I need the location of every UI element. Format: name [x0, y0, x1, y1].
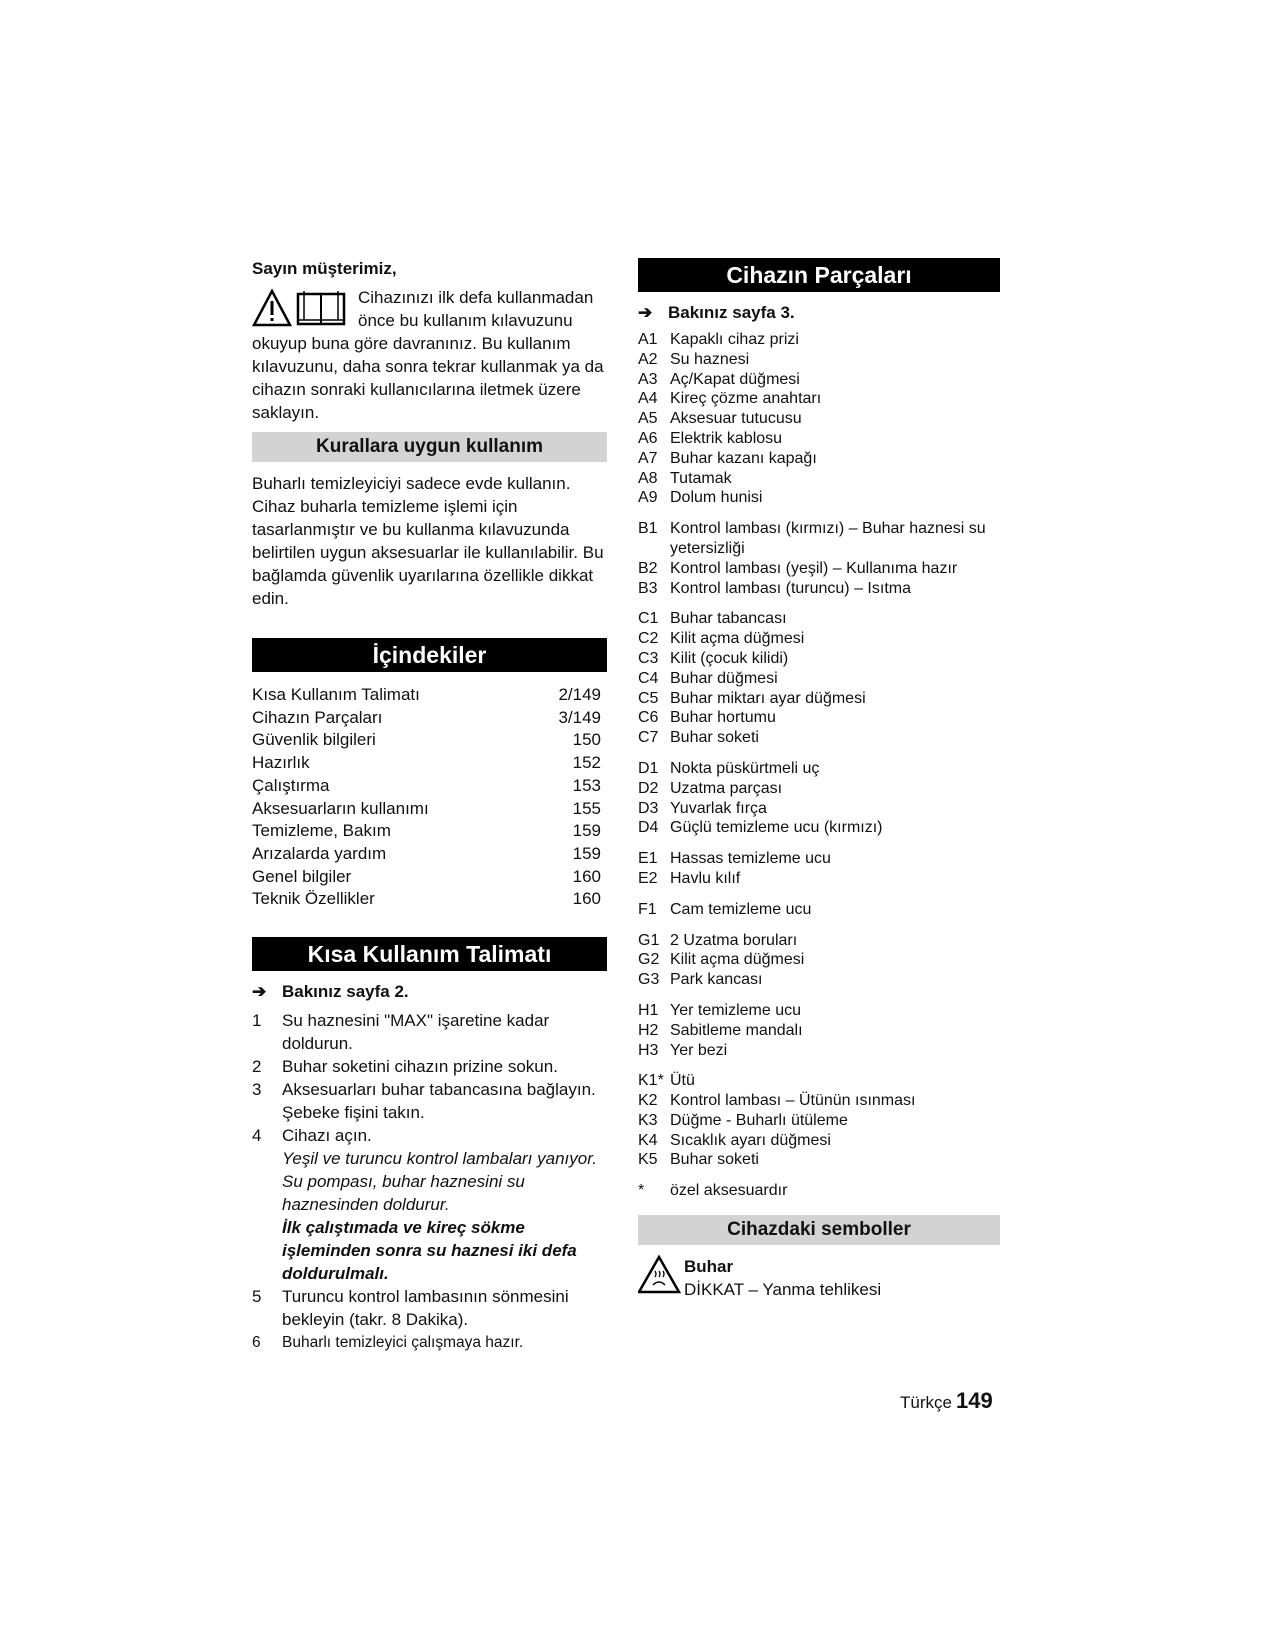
left-column — [252, 258, 607, 1354]
part-item — [638, 649, 1000, 669]
part-code: C4 — [638, 669, 659, 687]
contents-heading: İçindekiler — [252, 638, 607, 672]
step-item — [252, 1078, 607, 1124]
part-code: H2 — [638, 1021, 659, 1039]
intro-paragraph — [252, 286, 607, 424]
step-4-main: Cihazı açın. — [282, 1126, 372, 1146]
toc-page: 160 — [572, 889, 601, 909]
part-text: Kontrol lambası (turuncu) – Isıtma — [670, 579, 911, 597]
part-text: Kapaklı cihaz prizi — [670, 331, 799, 348]
symbol-description: DİKKAT – Yanma tehlikesi — [684, 1280, 882, 1300]
part-code: A1 — [638, 331, 658, 348]
part-code: A4 — [638, 390, 658, 408]
part-text: Kilit açma düğmesi — [670, 951, 805, 969]
part-code: G2 — [638, 951, 660, 969]
part-text: Hassas temizleme ucu — [670, 850, 831, 868]
step-text — [282, 1124, 607, 1285]
part-text: Buhar kazanı kapağı — [670, 449, 817, 467]
part-text: Tutamak — [670, 469, 732, 487]
toc-row[interactable] — [252, 866, 607, 889]
intro-line-1: Cihazınızı ilk defa kullanmadan — [358, 288, 594, 307]
part-text: Güçlü temizleme ucu (kırmızı) — [670, 819, 883, 837]
toc-page: 155 — [572, 798, 601, 818]
part-text: Buhar miktarı ayar düğmesi — [670, 689, 866, 707]
right-column — [638, 258, 1000, 1301]
step-number: 3 — [252, 1080, 262, 1100]
page-number: 149 — [955, 1388, 993, 1413]
parts-group — [638, 900, 1000, 920]
toc-label: Çalıştırma — [252, 775, 330, 795]
part-code: K4 — [638, 1131, 658, 1149]
parts-group — [638, 759, 1000, 838]
parts-ref — [638, 302, 1000, 324]
parts-heading: Cihazın Parçaları — [638, 258, 1000, 292]
proper-use-text: Buharlı temizleyiciyi sadece evde kullanın. Cihaz buharla temizleme işlemi için tasarlanmıştır ve bu kullanma kılavuzunda belirtilen uygun aksesuarlar ile kullanılabilir. Bu bağlamda güvenlik uyarılarına özellikle dikkat edin. — [252, 474, 604, 608]
step-text: Aksesuarları buhar tabancasına bağlayın. Şebeke fişini takın. — [282, 1080, 596, 1123]
toc-label: Güvenlik bilgileri — [252, 730, 376, 750]
symbols-heading: Cihazdaki semboller — [638, 1215, 1000, 1245]
part-item — [638, 579, 1000, 599]
part-item — [638, 559, 1000, 579]
step-item — [252, 1331, 607, 1354]
part-item — [638, 1001, 1000, 1021]
step-text: Buhar soketini cihazın prizine sokun. — [282, 1057, 558, 1077]
parts-group — [638, 609, 1000, 748]
toc-row[interactable] — [252, 729, 607, 752]
part-item — [638, 609, 1000, 629]
parts-group — [638, 931, 1000, 990]
part-text: özel aksesuardır — [670, 1182, 788, 1200]
part-item — [638, 869, 1000, 889]
part-item — [638, 970, 1000, 990]
toc-page: 152 — [572, 753, 601, 773]
parts-group — [638, 330, 1000, 508]
symbol-name: Buhar — [684, 1257, 734, 1277]
part-text: Yer bezi — [670, 1041, 728, 1059]
part-text: Düğme - Buharlı ütüleme — [670, 1111, 848, 1129]
part-text: Yer temizleme ucu — [670, 1001, 802, 1019]
hot-steam-warning-icon — [638, 1255, 682, 1295]
quick-guide-ref-text: Bakınız sayfa 2. — [282, 982, 409, 1002]
part-item — [638, 429, 1000, 449]
step-number: 1 — [252, 1011, 262, 1031]
step-4-note: Yeşil ve turuncu kontrol lambaları yanıyor. Su pompası, buhar haznesini su haznesinden doldurur. — [282, 1149, 597, 1215]
step-item — [252, 1285, 607, 1331]
part-text: Kilit açma düğmesi — [670, 630, 805, 648]
part-code: B1 — [638, 520, 658, 538]
part-item — [638, 519, 1000, 559]
step-text: Buharlı temizleyici çalışmaya hazır. — [282, 1334, 524, 1352]
part-item — [638, 370, 1000, 390]
part-item — [638, 708, 1000, 728]
toc-label: Kısa Kullanım Talimatı — [252, 685, 420, 704]
parts-group — [638, 1181, 1000, 1201]
part-text: Nokta püskürtmeli uç — [670, 759, 820, 777]
toc-label: Aksesuarların kullanımı — [252, 798, 429, 818]
toc-row[interactable] — [252, 752, 607, 775]
part-item — [638, 900, 1000, 920]
part-code: D4 — [638, 819, 659, 837]
part-code: A6 — [638, 429, 658, 447]
toc-row[interactable] — [252, 888, 607, 911]
part-item — [638, 1041, 1000, 1061]
toc-label: Temizleme, Bakım — [252, 821, 391, 841]
toc-row[interactable] — [252, 798, 607, 821]
part-code: F1 — [638, 900, 657, 918]
part-code: B3 — [638, 579, 658, 597]
part-text: Yuvarlak fırça — [670, 799, 767, 817]
part-code: C6 — [638, 709, 659, 727]
part-code: E2 — [638, 869, 658, 887]
step-item — [252, 1009, 607, 1055]
part-item — [638, 350, 1000, 370]
toc-page: 2/149 — [558, 685, 601, 704]
part-item — [638, 449, 1000, 469]
toc-row[interactable] — [252, 775, 607, 798]
part-text: Buhar soketi — [670, 729, 759, 747]
step-number: 6 — [252, 1334, 261, 1352]
parts-group — [638, 1001, 1000, 1060]
part-code: C2 — [638, 630, 659, 648]
page-footer — [900, 1388, 993, 1414]
part-text: Buhar düğmesi — [670, 669, 778, 687]
part-text: 2 Uzatma boruları — [670, 931, 798, 949]
footer-language: Türkçe — [900, 1393, 952, 1412]
toc-page: 3/149 — [558, 707, 601, 727]
warning-manual-icon — [252, 288, 348, 328]
part-text: Dolum hunisi — [670, 489, 763, 507]
part-text: Park kancası — [670, 971, 763, 989]
arrow-right-icon: ➔ — [638, 303, 653, 322]
part-item — [638, 728, 1000, 748]
part-text: Su haznesi — [670, 350, 750, 368]
quick-guide-ref — [252, 981, 607, 1003]
part-code: D2 — [638, 779, 659, 797]
toc-page: 153 — [572, 775, 601, 795]
steam-symbol-text — [684, 1255, 881, 1301]
part-code: H3 — [638, 1041, 659, 1059]
part-text: Buhar tabancası — [670, 610, 787, 628]
part-code: K3 — [638, 1111, 658, 1129]
toc-row[interactable] — [252, 843, 607, 866]
toc-row[interactable] — [252, 684, 607, 707]
part-code: K2 — [638, 1092, 658, 1110]
part-item — [638, 849, 1000, 869]
part-code: A3 — [638, 370, 658, 388]
part-code: E1 — [638, 850, 658, 868]
parts-group — [638, 519, 1000, 598]
part-code: G1 — [638, 931, 660, 949]
part-code: D1 — [638, 759, 659, 777]
part-text: Cam temizleme ucu — [670, 900, 812, 918]
part-item — [638, 409, 1000, 429]
toc-row[interactable] — [252, 707, 607, 730]
part-item — [638, 389, 1000, 409]
toc-page: 150 — [572, 730, 601, 750]
step-number: 5 — [252, 1287, 262, 1307]
part-code: A9 — [638, 489, 658, 507]
step-item — [252, 1124, 607, 1285]
part-code: B2 — [638, 559, 658, 577]
part-item — [638, 488, 1000, 508]
parts-list — [638, 330, 1000, 1201]
part-code: A5 — [638, 410, 658, 428]
step-text: Turuncu kontrol lambasının sönmesini bekleyin (takr. 8 Dakika). — [282, 1287, 569, 1330]
part-item — [638, 1071, 1000, 1091]
part-code: K5 — [638, 1151, 658, 1169]
part-item — [638, 1181, 1000, 1201]
part-item — [638, 799, 1000, 819]
part-text: Kireç çözme anahtarı — [670, 390, 822, 408]
step-text: Su haznesini "MAX" işaretine kadar doldurun. — [282, 1011, 550, 1054]
part-code: A7 — [638, 449, 658, 467]
part-code: C1 — [638, 610, 659, 628]
part-text: Kontrol lambası – Ütünün ısınması — [670, 1092, 916, 1110]
quick-guide-heading: Kısa Kullanım Talimatı — [252, 937, 607, 971]
step-number: 4 — [252, 1126, 262, 1146]
part-text: Buhar hortumu — [670, 709, 776, 727]
part-text: Kontrol lambası (yeşil) – Kullanıma hazır — [670, 559, 958, 577]
part-text: Kontrol lambası (kırmızı) – Buhar haznesi su yetersizliği — [670, 520, 986, 557]
toc-label: Hazırlık — [252, 753, 310, 773]
part-text: Buhar soketi — [670, 1151, 759, 1169]
part-text: Kilit (çocuk kilidi) — [670, 649, 789, 667]
part-item — [638, 759, 1000, 779]
part-item — [638, 950, 1000, 970]
part-code: C3 — [638, 649, 659, 667]
part-item — [638, 469, 1000, 489]
toc-page: 159 — [572, 843, 601, 863]
part-text: Aç/Kapat düğmesi — [670, 370, 800, 388]
step-item — [252, 1055, 607, 1078]
toc-page: 159 — [572, 821, 601, 841]
part-code: H1 — [638, 1001, 659, 1019]
part-item — [638, 1150, 1000, 1170]
intro-line-2: önce bu kullanım kılavuzunu — [358, 311, 573, 330]
part-item — [638, 1131, 1000, 1151]
part-text: Uzatma parçası — [670, 779, 783, 797]
toc-label: Arızalarda yardım — [252, 843, 387, 863]
part-item — [638, 931, 1000, 951]
toc-page: 160 — [572, 866, 601, 886]
part-text: Aksesuar tutucusu — [670, 410, 802, 428]
part-code: G3 — [638, 971, 660, 989]
part-item — [638, 779, 1000, 799]
part-text: Elektrik kablosu — [670, 429, 783, 447]
parts-ref-text: Bakınız sayfa 3. — [668, 303, 795, 322]
part-item — [638, 689, 1000, 709]
part-item — [638, 1091, 1000, 1111]
proper-use-heading: Kurallara uygun kullanım — [252, 432, 607, 462]
step-4-warning: İlk çalıştımada ve kireç sökme işleminden sonra su haznesi iki defa doldurulmalı. — [282, 1218, 577, 1284]
part-item — [638, 1111, 1000, 1131]
part-code: A8 — [638, 469, 658, 487]
part-item — [638, 1021, 1000, 1041]
toc-row[interactable] — [252, 820, 607, 843]
part-code: C7 — [638, 729, 659, 747]
part-code: * — [638, 1182, 645, 1200]
toc-label: Teknik Özellikler — [252, 889, 375, 909]
steam-symbol — [638, 1255, 1000, 1301]
part-code: K1* — [638, 1072, 664, 1090]
part-item — [638, 669, 1000, 689]
part-code: D3 — [638, 799, 659, 817]
part-text: Sıcaklık ayarı düğmesi — [670, 1131, 831, 1149]
intro-rest: okuyup buna göre davranınız. Bu kullanım kılavuzunu, daha sonra tekrar kullanmak ya da cihazın sonraki kullanıcılarına iletmek üzere saklayın. — [252, 334, 604, 422]
part-code: C5 — [638, 689, 659, 707]
part-text: Ütü — [670, 1072, 695, 1090]
step-number: 2 — [252, 1057, 262, 1077]
toc-label: Genel bilgiler — [252, 866, 352, 886]
arrow-right-icon: ➔ — [252, 982, 267, 1002]
part-code: A2 — [638, 350, 658, 368]
table-of-contents — [252, 684, 607, 911]
parts-group — [638, 849, 1000, 889]
part-text: Sabitleme mandalı — [670, 1021, 803, 1039]
toc-label: Cihazın Parçaları — [252, 707, 383, 727]
part-item — [638, 330, 1000, 350]
parts-group — [638, 1071, 1000, 1170]
part-item — [638, 629, 1000, 649]
greeting: Sayın müşterimiz, — [252, 259, 397, 278]
part-text: Havlu kılıf — [670, 869, 741, 887]
part-item — [638, 818, 1000, 838]
